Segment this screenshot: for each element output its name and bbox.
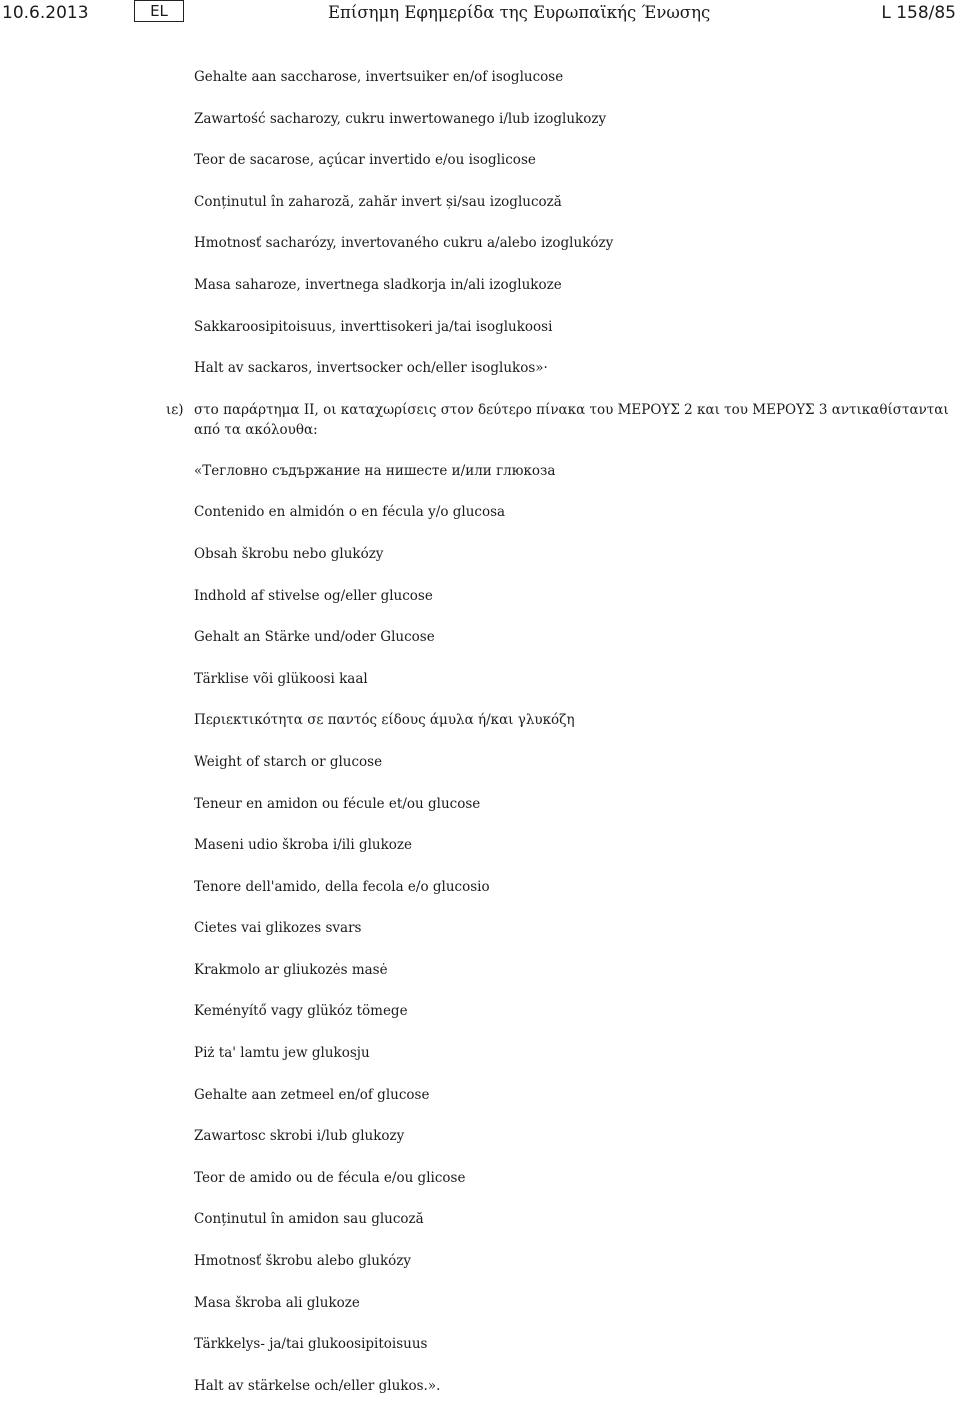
list-item: Zawartosc skrobi i/lub glukozy	[194, 1128, 405, 1145]
list-item: Περιεκτικότητα σε παντός είδους άμυλα ή/και γλυκόζη	[194, 712, 575, 729]
list-item: Tenore dell'amido, della fecola e/o glucosio	[194, 878, 490, 895]
list-item: Obsah škrobu nebo glukózy	[194, 545, 384, 562]
list-item: Indhold af stivelse og/eller glucose	[194, 587, 433, 604]
list-item: Hmotnosť škrobu alebo glukózy	[194, 1253, 412, 1270]
list-item: Masa škroba ali glukoze	[194, 1294, 360, 1311]
page-reference: L 158/85	[881, 3, 956, 23]
list-item: Masa saharoze, invertnega sladkorja in/ali izoglukoze	[194, 276, 562, 293]
list-item: Sakkaroosipitoisuus, inverttisokeri ja/tai isoglukoosi	[194, 318, 553, 335]
list-item: Keményítő vagy glükóz tömege	[194, 1003, 408, 1020]
page-header	[0, 0, 960, 30]
list-item: Halt av stärkelse och/eller glukos.».	[194, 1377, 441, 1394]
entry-list-a	[194, 67, 934, 400]
item-marker: ιε)	[166, 401, 184, 418]
list-item: Gehalt an Stärke und/oder Glucose	[194, 629, 435, 646]
document-body	[166, 67, 949, 1417]
list-item: Teneur en amidon ou fécule et/ou glucose	[194, 795, 481, 812]
list-item: Gehalte aan zetmeel en/of glucose	[194, 1086, 430, 1103]
item-text-line: από τα ακόλουθα:	[194, 421, 318, 438]
list-item: Tärkkelys- ja/tai glukoosipitoisuus	[194, 1336, 428, 1353]
list-item: Weight of starch or glucose	[194, 753, 383, 770]
language-badge: EL	[134, 0, 184, 22]
list-item: Contenido en almidón o en fécula y/o glucosa	[194, 504, 506, 521]
list-item: Cietes vai glikozes svars	[194, 920, 362, 937]
list-item: Krakmolo ar gliukozės masė	[194, 961, 388, 978]
list-item: Halt av sackaros, invertsocker och/eller isoglukos»·	[194, 360, 548, 377]
list-item: Hmotnosť sacharózy, invertovaného cukru a/alebo izoglukózy	[194, 235, 614, 252]
list-item: Conținutul în amidon sau glucoză	[194, 1211, 424, 1228]
list-item: Teor de amido ou de fécula e/ou glicose	[194, 1169, 466, 1186]
entry-list-b	[194, 461, 934, 1417]
amendment-item	[166, 400, 949, 461]
publication-date: 10.6.2013	[2, 3, 89, 23]
journal-title: Επίσημη Εφημερίδα της Ευρωπαϊκής Ένωσης	[328, 3, 711, 22]
list-item: Piż ta' lamtu jew glukosju	[194, 1045, 370, 1062]
list-item: Zawartość sacharozy, cukru inwertowanego i/lub izoglukozy	[194, 110, 607, 127]
list-item: Tärklise või glükoosi kaal	[194, 670, 368, 687]
list-item: «Тегловно съдържание на нишесте и/или глюкоза	[194, 462, 556, 479]
item-text	[194, 400, 949, 440]
list-item: Teor de sacarose, açúcar invertido e/ou isoglicose	[194, 152, 536, 169]
list-item: Gehalte aan saccharose, invertsuiker en/of isoglucose	[194, 69, 564, 85]
item-text-line: στο παράρτημα II, οι καταχωρίσεις στον δεύτερο πίνακα του ΜΕΡΟΥΣ 2 και του ΜΕΡΟΥΣ 3 αντικαθίστανται	[194, 401, 949, 418]
list-item: Maseni udio škroba i/ili glukoze	[194, 837, 413, 854]
list-item: Conținutul în zaharoză, zahăr invert și/sau izoglucoză	[194, 193, 562, 210]
